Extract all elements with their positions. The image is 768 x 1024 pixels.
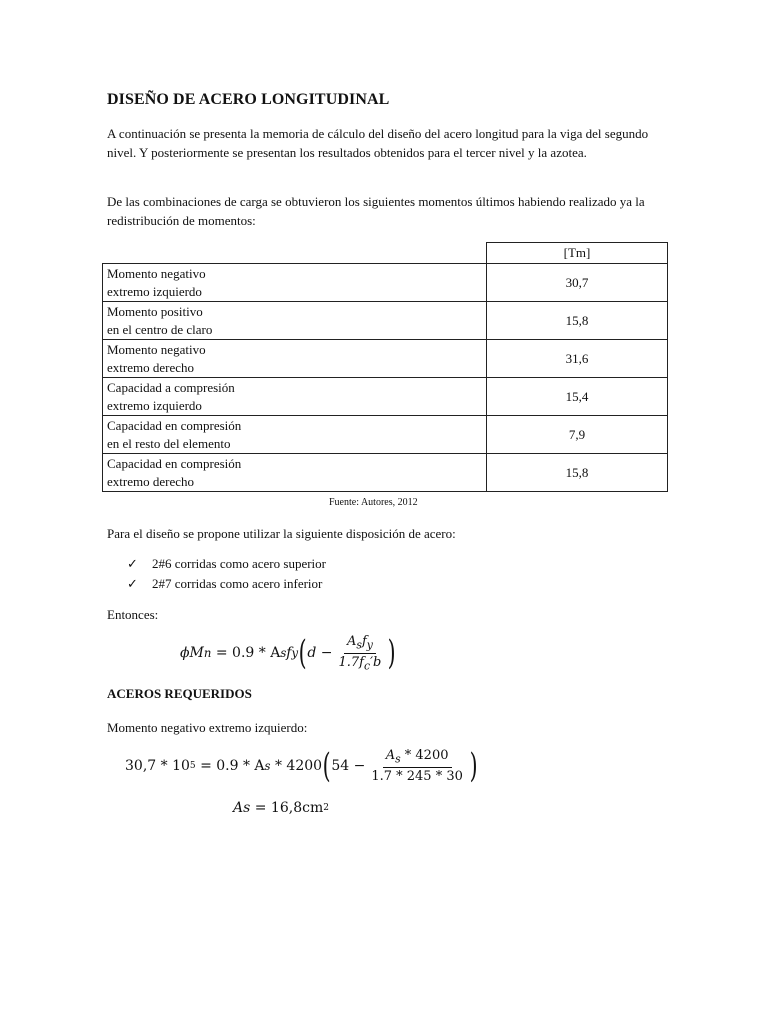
row-label-line2: extremo derecho bbox=[107, 473, 194, 489]
eq2-num-sub: s bbox=[395, 752, 401, 766]
eq2-num-a: A bbox=[385, 748, 396, 763]
row-label bbox=[103, 302, 487, 340]
table-header-blank bbox=[103, 243, 487, 264]
list-item-text: 2#7 corridas como acero inferior bbox=[152, 576, 323, 591]
eq2-mid-end: * 4200 bbox=[270, 757, 323, 774]
row-label-line2: en el centro de claro bbox=[107, 321, 213, 337]
eq3-rhs-sup: 2 bbox=[323, 803, 329, 813]
table-header-row bbox=[103, 243, 668, 264]
eq2-paren-left: 54 − bbox=[331, 757, 366, 774]
left-paren: ( bbox=[322, 745, 331, 786]
section-heading-required-steel: ACEROS REQUERIDOS bbox=[107, 686, 252, 701]
checkmark-icon: ✓ bbox=[127, 576, 138, 591]
eq1-rhs-start: = 0.9 * A bbox=[211, 645, 281, 662]
intro-paragraph: A continuación se presenta la memoria de cálculo del diseño del acero longitud para la viga del segundo nivel. Y posteriormente se presentan los resultados obtenidos para el tercer nivel y la azotea. bbox=[107, 126, 649, 160]
row-value: 30,7 bbox=[487, 264, 668, 302]
eq1-rhs-sub1: s bbox=[280, 646, 287, 661]
row-label-line2: extremo derecho bbox=[107, 359, 194, 375]
row-label-line1: Capacidad en compresión bbox=[107, 455, 242, 471]
row-label bbox=[103, 378, 487, 416]
row-label-line1: Capacidad a compresión bbox=[107, 379, 235, 395]
eq2-mid: = 0.9 * A bbox=[195, 757, 265, 774]
eq2-lhs-sup: 5 bbox=[189, 760, 196, 771]
eq1-den-end: ′b bbox=[370, 654, 382, 670]
row-label-line1: Momento positivo bbox=[107, 303, 203, 319]
right-paren: ) bbox=[469, 745, 478, 786]
eq2-lhs: 30,7 * 10 bbox=[125, 757, 190, 774]
then-paragraph: Entonces: bbox=[107, 607, 159, 622]
eq1-num-a: A bbox=[346, 634, 357, 649]
eq3-rhs: = 16,8cm bbox=[250, 800, 324, 816]
moments-table bbox=[102, 242, 668, 492]
eq1-fraction bbox=[336, 634, 385, 672]
row-label-line1: Momento negativo bbox=[107, 341, 206, 357]
design-paragraph: Para el diseño se propone utilizar la siguiente disposición de acero: bbox=[107, 526, 456, 541]
eq1-num-sub2: y bbox=[366, 638, 373, 652]
table-row bbox=[103, 454, 668, 492]
row-value: 31,6 bbox=[487, 340, 668, 378]
row-label-line1: Capacidad en compresión bbox=[107, 417, 242, 433]
eq1-rhs-sub2: y bbox=[291, 646, 299, 661]
list-item-text: 2#6 corridas como acero superior bbox=[152, 556, 326, 571]
result-equation bbox=[233, 800, 329, 816]
eq3-lhs: As bbox=[233, 800, 251, 816]
eq1-paren-left: d − bbox=[307, 645, 333, 662]
list-item bbox=[127, 574, 326, 594]
table-unit-header: [Tm] bbox=[487, 243, 668, 264]
eq1-lhs-sub: n bbox=[203, 646, 212, 661]
eq2-denominator: 1.7 * 245 * 30 bbox=[371, 768, 463, 784]
row-value: 15,8 bbox=[487, 454, 668, 492]
row-label bbox=[103, 416, 487, 454]
row-label bbox=[103, 454, 487, 492]
eq1-numerator bbox=[344, 634, 376, 654]
eq2-numerator bbox=[383, 748, 452, 768]
combinations-paragraph: De las combinaciones de carga se obtuvieron los siguientes momentos últimos habiendo realizado ya la redistribución de momentos: bbox=[107, 194, 645, 228]
row-label-line1: Momento negativo bbox=[107, 265, 206, 281]
row-label bbox=[103, 340, 487, 378]
table-source-caption: Fuente: Autores, 2012 bbox=[329, 497, 418, 508]
row-value: 7,9 bbox=[487, 416, 668, 454]
moment-left-paragraph: Momento negativo extremo izquierdo: bbox=[107, 720, 308, 735]
checkmark-icon: ✓ bbox=[127, 556, 138, 571]
eq1-num-f: f bbox=[361, 634, 367, 649]
list-item bbox=[127, 554, 326, 574]
document-title: DISEÑO DE ACERO LONGITUDINAL bbox=[107, 91, 390, 108]
row-label bbox=[103, 264, 487, 302]
left-paren: ( bbox=[298, 633, 307, 674]
row-label-line2: en el resto del elemento bbox=[107, 435, 231, 451]
table-row bbox=[103, 378, 668, 416]
table-row bbox=[103, 264, 668, 302]
eq2-fraction bbox=[368, 748, 466, 784]
row-value: 15,4 bbox=[487, 378, 668, 416]
row-label-line2: extremo izquierdo bbox=[107, 397, 202, 413]
nominal-moment-equation bbox=[180, 634, 397, 672]
substitution-equation bbox=[125, 745, 478, 786]
eq2-num-end: * 4200 bbox=[400, 748, 449, 763]
row-value: 15,8 bbox=[487, 302, 668, 340]
eq1-denominator bbox=[336, 654, 385, 673]
eq1-den-sub: c bbox=[364, 659, 371, 673]
table-row bbox=[103, 340, 668, 378]
steel-arrangement-list bbox=[127, 554, 326, 594]
table-row bbox=[103, 416, 668, 454]
eq1-lhs: ϕM bbox=[180, 645, 204, 662]
eq2-mid-sub: s bbox=[264, 758, 271, 773]
eq1-num-sub1: s bbox=[356, 638, 362, 652]
row-label-line2: extremo izquierdo bbox=[107, 283, 202, 299]
right-paren: ) bbox=[388, 633, 396, 674]
table-row bbox=[103, 302, 668, 340]
eq1-rhs-f: f bbox=[286, 645, 292, 662]
eq1-den: 1.7f bbox=[338, 654, 364, 670]
